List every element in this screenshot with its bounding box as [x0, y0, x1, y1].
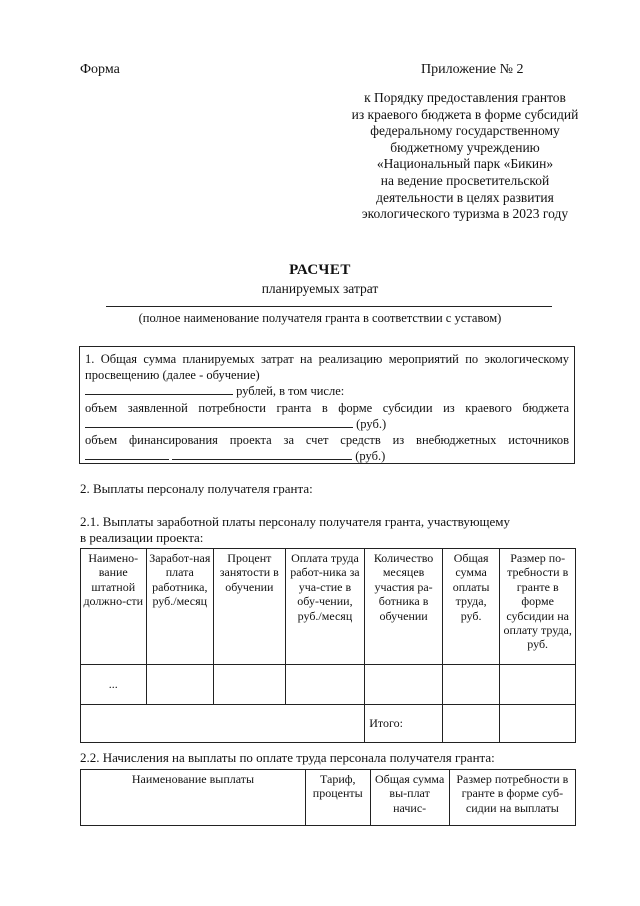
total-cell[interactable] [500, 705, 576, 743]
form-label: Форма [80, 62, 120, 77]
box-line: рублей, в том числе: [236, 384, 345, 399]
extra-amount-blank-b[interactable] [172, 448, 352, 460]
table-cell[interactable] [214, 665, 286, 705]
annex-line: бюджетному учреждению [390, 139, 540, 155]
salary-table [80, 548, 576, 743]
extra-amount-blank-a[interactable] [85, 448, 169, 460]
col-header-grant: Размер по-требности в гранте в форме субсидии на оплату труда, руб. [500, 549, 576, 665]
col-header-salary: Заработ-ная плата работника, руб./месяц [146, 549, 214, 665]
box-line: объем заявленной потребности гранта в форме субсидии из краевого бюджета [85, 400, 569, 415]
table-header-row [81, 549, 576, 665]
total-amount-blank[interactable] [85, 383, 233, 395]
section-2-2-heading: 2.2. Начисления на выплаты по оплате труда персонала получателя гранта: [80, 750, 495, 765]
table-header-row [81, 770, 576, 826]
box-line-amount [85, 448, 569, 464]
col-header-months: Количество месяцев участия ра-ботника в обучении [365, 549, 443, 665]
row-placeholder: ... [81, 665, 147, 705]
accruals-table [80, 769, 576, 826]
table-cell[interactable] [500, 665, 576, 705]
col-header-total-accruals: Общая сумма вы-плат начис- [370, 770, 449, 826]
total-cell[interactable] [442, 705, 499, 743]
annex-line: на ведение просветительской [380, 172, 550, 188]
table-cell[interactable] [442, 665, 499, 705]
col-header-payment-name: Наименование выплаты [81, 770, 306, 826]
annex-line: экологического туризма в 2023 году [361, 206, 569, 222]
table-cell [81, 705, 365, 743]
annex-line: федеральному государственному [370, 123, 560, 139]
section-2-1-line: в реализации проекта: [80, 529, 204, 545]
annex-line: деятельности в целях развития [376, 189, 554, 205]
recipient-name-line[interactable] [106, 306, 552, 307]
recipient-caption: (полное наименование получателя гранта в соответствии с уставом) [138, 311, 502, 325]
box-line-amount [85, 383, 569, 399]
box-line-amount [85, 416, 569, 432]
col-header-tariff: Тариф, проценты [305, 770, 370, 826]
col-header-percent: Процент занятости в обучении [214, 549, 286, 665]
total-cost-box [79, 346, 575, 464]
annex-line: «Национальный парк «Бикин» [376, 156, 554, 172]
total-label: Итого: [365, 705, 443, 743]
box-line: объем финансирования проекта за счет средств из внебюджетных источников [85, 433, 569, 448]
section-2-1-heading [80, 514, 510, 545]
box-line: просвещению (далее - обучение) [85, 368, 260, 383]
table-row [81, 665, 576, 705]
box-line: (руб.) [355, 449, 386, 464]
table-cell[interactable] [365, 665, 443, 705]
annex-line: из краевого бюджета в форме субсидий [351, 106, 579, 122]
box-line: (руб.) [356, 416, 387, 431]
col-header-position: Наимено-вание штатной должно-сти [81, 549, 147, 665]
grant-amount-blank[interactable] [85, 416, 353, 428]
annex-body [330, 90, 600, 223]
table-cell[interactable] [146, 665, 214, 705]
annex-title: Приложение № 2 [421, 62, 524, 77]
document-subtitle: планируемых затрат [261, 281, 379, 296]
col-header-total: Общая сумма оплаты труда, руб. [442, 549, 499, 665]
box-line: 1. Общая сумма планируемых затрат на реализацию мероприятий по экологическому [85, 352, 569, 366]
table-total-row [81, 705, 576, 743]
col-header-pay: Оплата труда работ-ника за уча-стие в обу-чении, руб./месяц [285, 549, 365, 665]
section-2-1-line: 2.1. Выплаты заработной платы персоналу получателя гранта, участвующему [80, 514, 511, 529]
table-cell[interactable] [285, 665, 365, 705]
annex-line: к Порядку предоставления грантов [364, 90, 566, 105]
section-2-heading: 2. Выплаты персоналу получателя гранта: [80, 481, 313, 496]
document-title: РАСЧЕТ [289, 262, 351, 278]
col-header-grant-need: Размер потребности в гранте в форме суб-сидии на выплаты [449, 770, 575, 826]
